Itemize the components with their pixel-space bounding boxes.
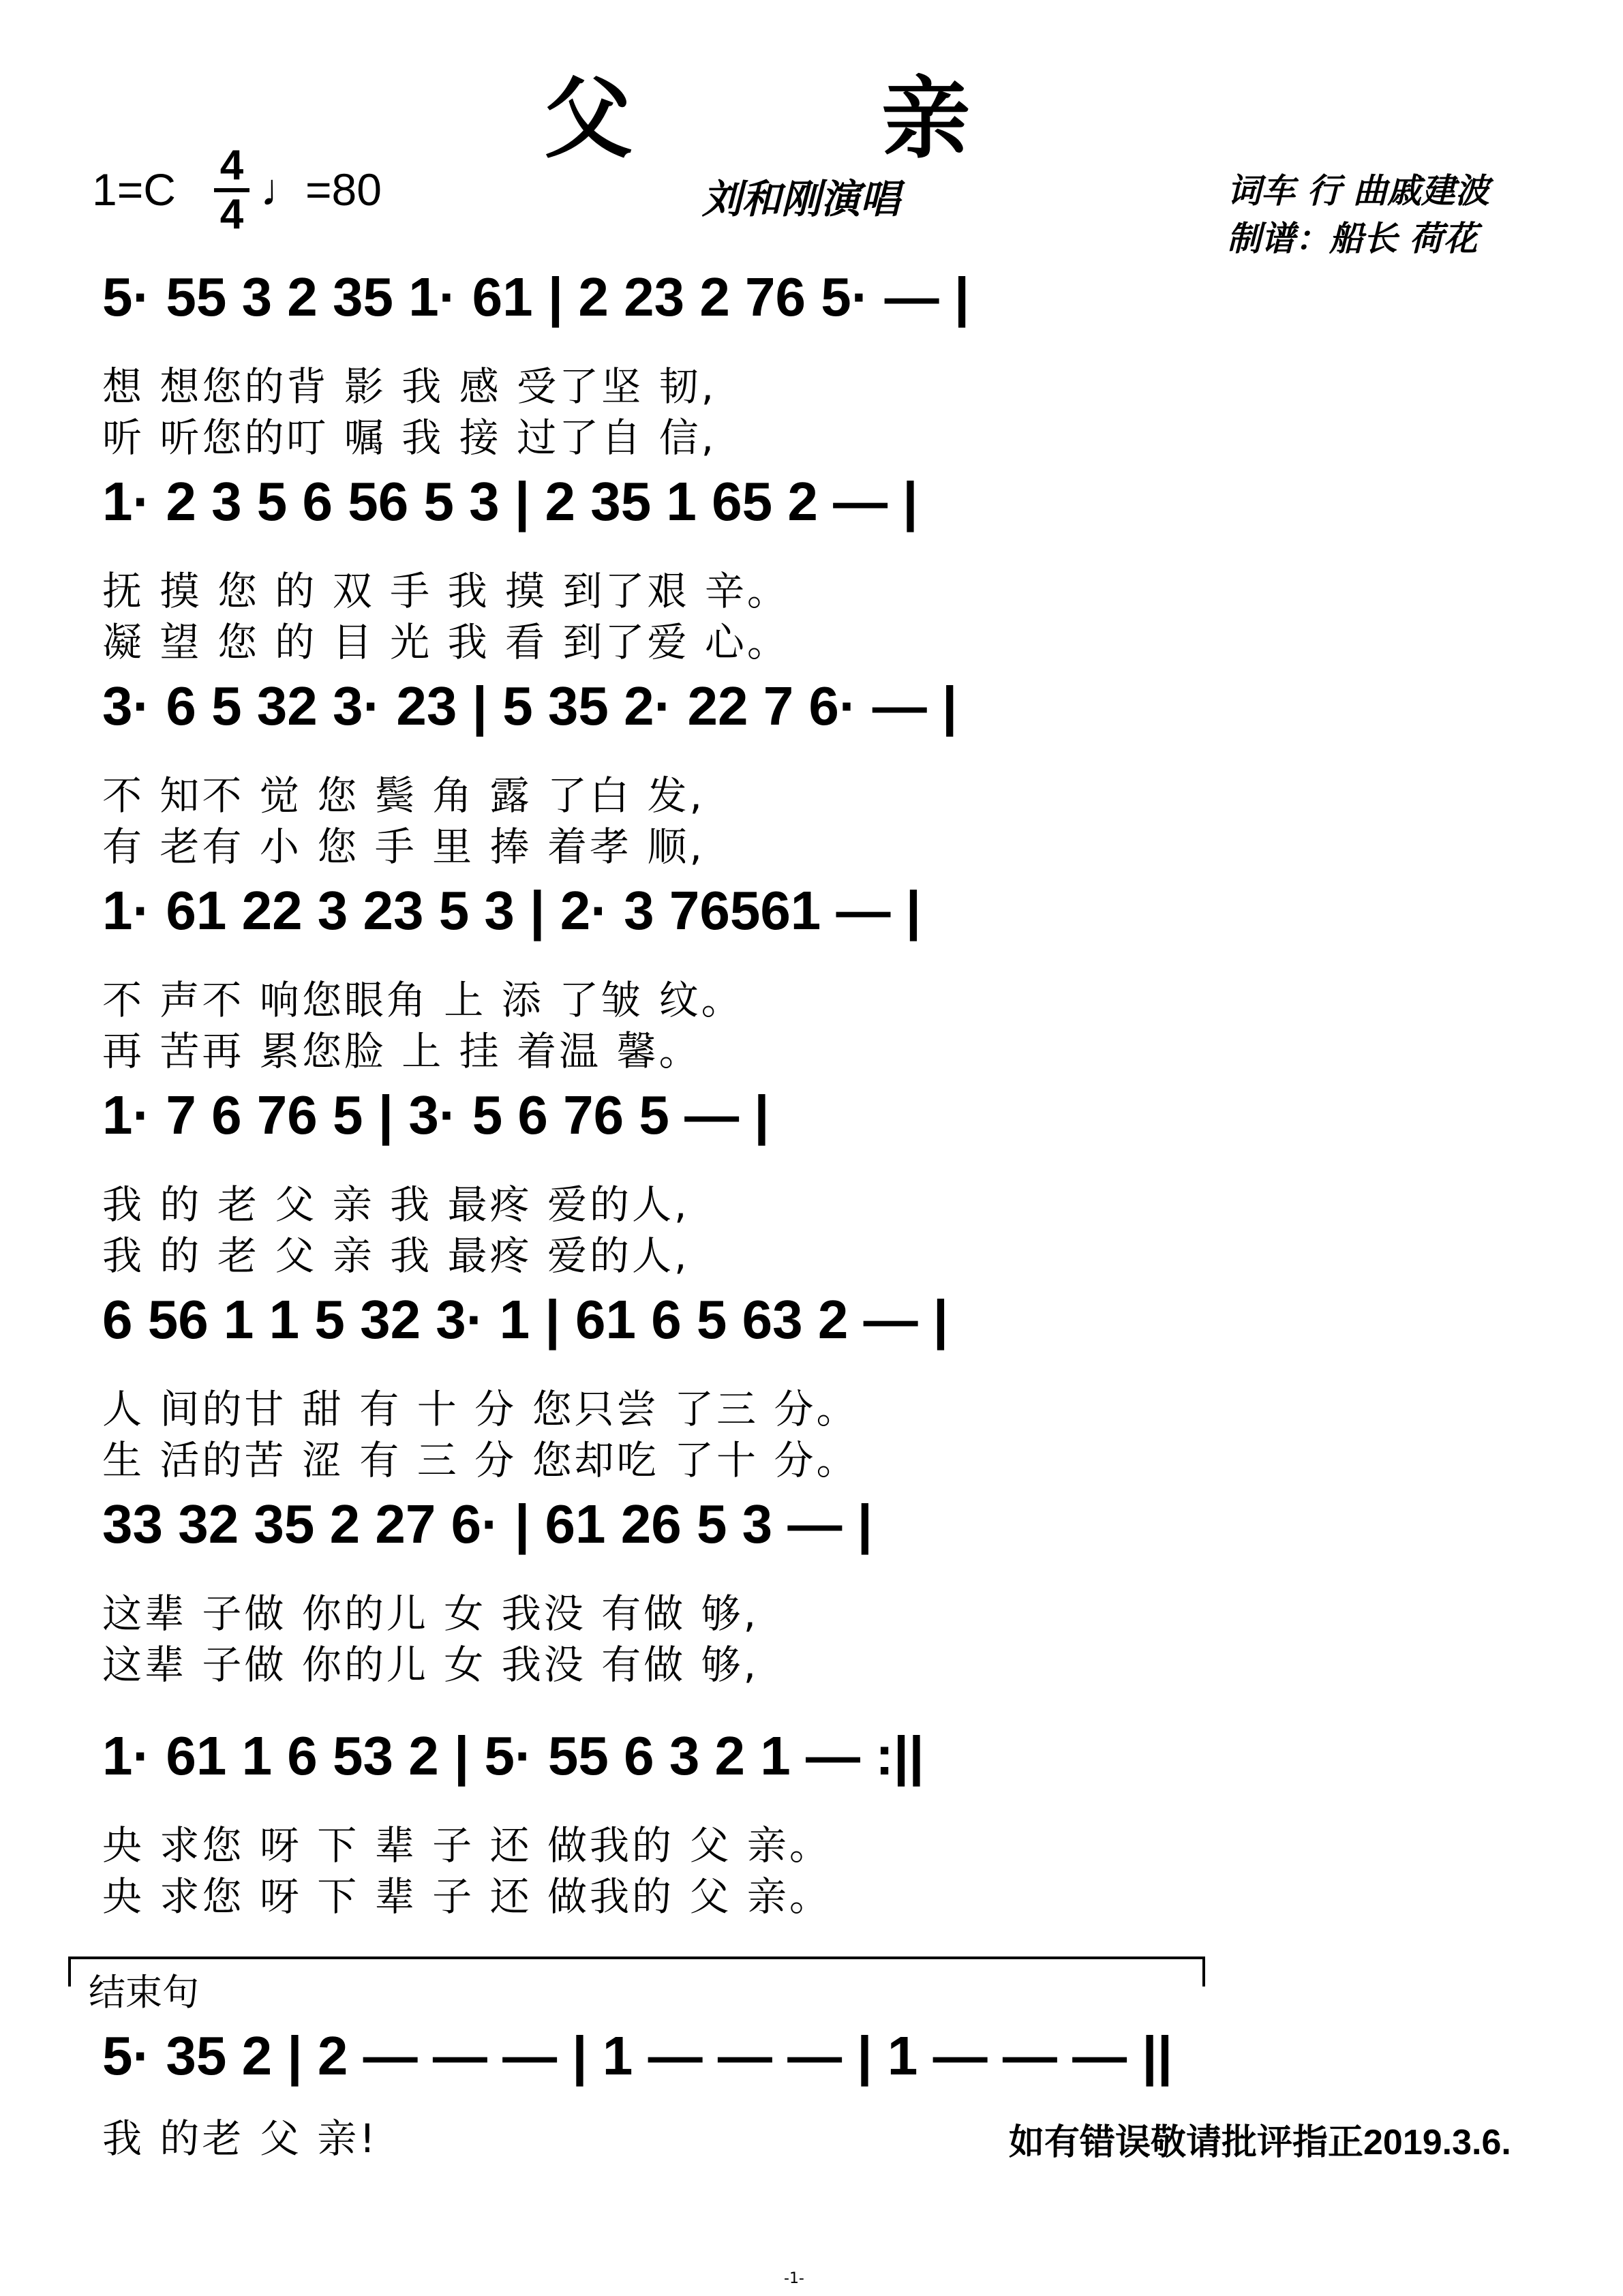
ending-notes-text: 5· 35 2 | 2 — — — | 1 — — — | 1 — — — ||	[102, 2025, 1173, 2086]
ending-notes	[102, 2018, 1534, 2100]
lyric-verse-1: 不 知不 觉 您 鬓 角 露 了白 发,	[102, 772, 705, 819]
lyric-verse-1: 这辈 子做 你的儿 女 我没 有做 够,	[102, 1590, 759, 1637]
score-line	[0, 1077, 1623, 1295]
score-line	[0, 259, 1623, 477]
song-title: 父 亲	[543, 66, 1080, 170]
lyric-verse-2: 生 活的苦 涩 有 三 分 您却吃 了十 分。	[102, 1437, 859, 1483]
notes-row	[102, 1282, 1534, 1363]
ending-lyric: 我 的老 父 亲!	[102, 2115, 378, 2162]
lyric-verse-2: 央 求您 呀 下 辈 子 还 做我的 父 亲。	[102, 1873, 832, 1920]
ending-bracket	[68, 1957, 1205, 1987]
notes-row	[102, 1486, 1534, 1568]
time-signature-bottom: 4	[219, 191, 244, 238]
lyric-verse-2: 我 的 老 父 亲 我 最疼 爱的人,	[102, 1233, 690, 1279]
notes-row	[102, 873, 1534, 954]
lyric-verse-1: 想 想您的背 影 我 感 受了坚 韧,	[102, 363, 717, 410]
lyric-verse-1: 不 声不 响您眼角 上 添 了皱 纹。	[102, 977, 744, 1023]
lyric-verse-2: 有 老有 小 您 手 里 捧 着孝 顺,	[102, 824, 705, 870]
notes-row	[102, 259, 1534, 341]
score-line	[0, 1486, 1623, 1704]
score-line	[0, 873, 1623, 1091]
lyric-verse-2: 这辈 子做 你的儿 女 我没 有做 够,	[102, 1642, 759, 1688]
notes-text: 1· 61 1 6 53 2 | 5· 55 6 3 2 1 — :||	[102, 1725, 924, 1786]
time-signature	[211, 143, 252, 237]
ending-label: 结束句	[89, 1971, 199, 2014]
notes-row	[102, 1077, 1534, 1159]
score-line	[0, 1282, 1623, 1500]
notes-text: 5· 55 3 2 35 1· 61 | 2 23 2 76 5· — |	[102, 267, 970, 327]
score-line	[0, 668, 1623, 886]
composer-credit: 词车 行 曲戚建波	[1227, 170, 1489, 211]
notes-row	[102, 668, 1534, 750]
lyric-verse-2: 凝 望 您 的 目 光 我 看 到了爱 心。	[102, 619, 789, 665]
lyric-verse-1: 央 求您 呀 下 辈 子 还 做我的 父 亲。	[102, 1822, 832, 1869]
singer-credit: 刘和刚演唱	[702, 176, 900, 222]
notes-text: 3· 6 5 32 3· 23 | 5 35 2· 22 7 6· — |	[102, 676, 958, 736]
lyric-verse-2: 再 苦再 累您脸 上 挂 着温 馨。	[102, 1028, 701, 1074]
lyric-verse-2: 听 听您的叮 嘱 我 接 过了自 信,	[102, 414, 717, 461]
notes-row	[102, 1718, 1534, 1800]
page-number: -1-	[784, 2270, 804, 2287]
footer-note: 如有错误敬请批评指正2019.3.6.	[1009, 2123, 1511, 2162]
score-line	[0, 1718, 1623, 1936]
lyric-verse-1: 抚 摸 您 的 双 手 我 摸 到了艰 辛。	[102, 568, 789, 614]
time-signature-top: 4	[219, 142, 244, 189]
score-line	[0, 464, 1623, 682]
notes-text: 1· 7 6 76 5 | 3· 5 6 76 5 — |	[102, 1085, 770, 1145]
notes-text: 6 56 1 1 5 32 3· 1 | 61 6 5 63 2 — |	[102, 1289, 949, 1350]
key-signature: 1=C	[92, 164, 176, 215]
transcriber-credit: 制谱：船长 荷花	[1227, 218, 1478, 258]
lyric-verse-1: 我 的 老 父 亲 我 最疼 爱的人,	[102, 1181, 690, 1228]
tempo-marking: ♩=80	[260, 164, 382, 215]
lyric-verse-1: 人 间的甘 甜 有 十 分 您只尝 了三 分。	[102, 1386, 859, 1432]
notes-row	[102, 464, 1534, 545]
notes-text: 1· 2 3 5 6 56 5 3 | 2 35 1 65 2 — |	[102, 471, 918, 532]
notes-text: 33 32 35 2 27 6· | 61 26 5 3 — |	[102, 1494, 873, 1554]
notes-text: 1· 61 22 3 23 5 3 | 2· 3 76561 — |	[102, 880, 922, 941]
